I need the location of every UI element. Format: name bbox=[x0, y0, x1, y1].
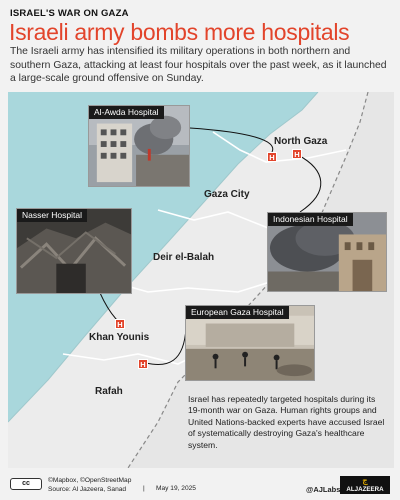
map-credit: ©Mapbox, ©OpenStreetMap bbox=[48, 477, 132, 484]
source-credit: Source: Al Jazeera, Sanad bbox=[48, 485, 127, 493]
place-rafah: Rafah bbox=[95, 386, 123, 397]
photo-european-gaza-hospital bbox=[185, 305, 315, 381]
photo-nasser-hospital bbox=[16, 208, 132, 294]
place-deir-el-balah: Deir el-Balah bbox=[153, 252, 215, 263]
kicker: ISRAEL'S WAR ON GAZA bbox=[10, 8, 129, 19]
caption-al-awda: Al-Awda Hospital bbox=[89, 106, 164, 119]
dek: The Israeli army has intensified its military operations in both northern and southern Gaza, attacking at least four hospitals over the past week, as it launched a large-scale ground offensive on Sunday. bbox=[10, 46, 387, 85]
hospital-marker-european-gaza[interactable]: H bbox=[138, 359, 148, 369]
place-gaza-city: Gaza City bbox=[204, 189, 250, 200]
aljazeera-logo[interactable] bbox=[340, 476, 390, 494]
ajlabs-handle[interactable]: @AJLabs bbox=[306, 485, 341, 494]
footer bbox=[10, 476, 392, 496]
photo-al-awda-hospital bbox=[88, 105, 190, 187]
place-north-gaza: North Gaza bbox=[274, 136, 328, 147]
hospital-marker-al-awda[interactable]: H bbox=[267, 152, 277, 162]
aljazeera-logo-icon: ج bbox=[362, 476, 368, 485]
caption-european-gaza: European Gaza Hospital bbox=[186, 306, 289, 319]
hospital-marker-nasser[interactable]: H bbox=[115, 319, 125, 329]
photo-indonesian-hospital bbox=[267, 212, 387, 292]
publish-date: May 19, 2025 bbox=[156, 485, 196, 492]
caption-nasser: Nasser Hospital bbox=[17, 209, 87, 222]
aljazeera-wordmark: ALJAZEERA bbox=[346, 486, 384, 493]
context-note: Israel has repeatedly targeted hospitals during its 19-month war on Gaza. Human rights groups and United Nations-backed experts have accused Israel of systematically destroying Gaza's healthcare system. bbox=[188, 394, 385, 450]
credits bbox=[48, 477, 131, 494]
hospital-marker-indonesian[interactable]: H bbox=[292, 149, 302, 159]
place-khan-younis: Khan Younis bbox=[89, 332, 150, 343]
creative-commons-icon: cc bbox=[10, 478, 42, 490]
caption-indonesian: Indonesian Hospital bbox=[268, 213, 353, 226]
headline: Israeli army bombs more hospitals bbox=[9, 19, 350, 45]
footer-separator: | bbox=[143, 485, 145, 492]
